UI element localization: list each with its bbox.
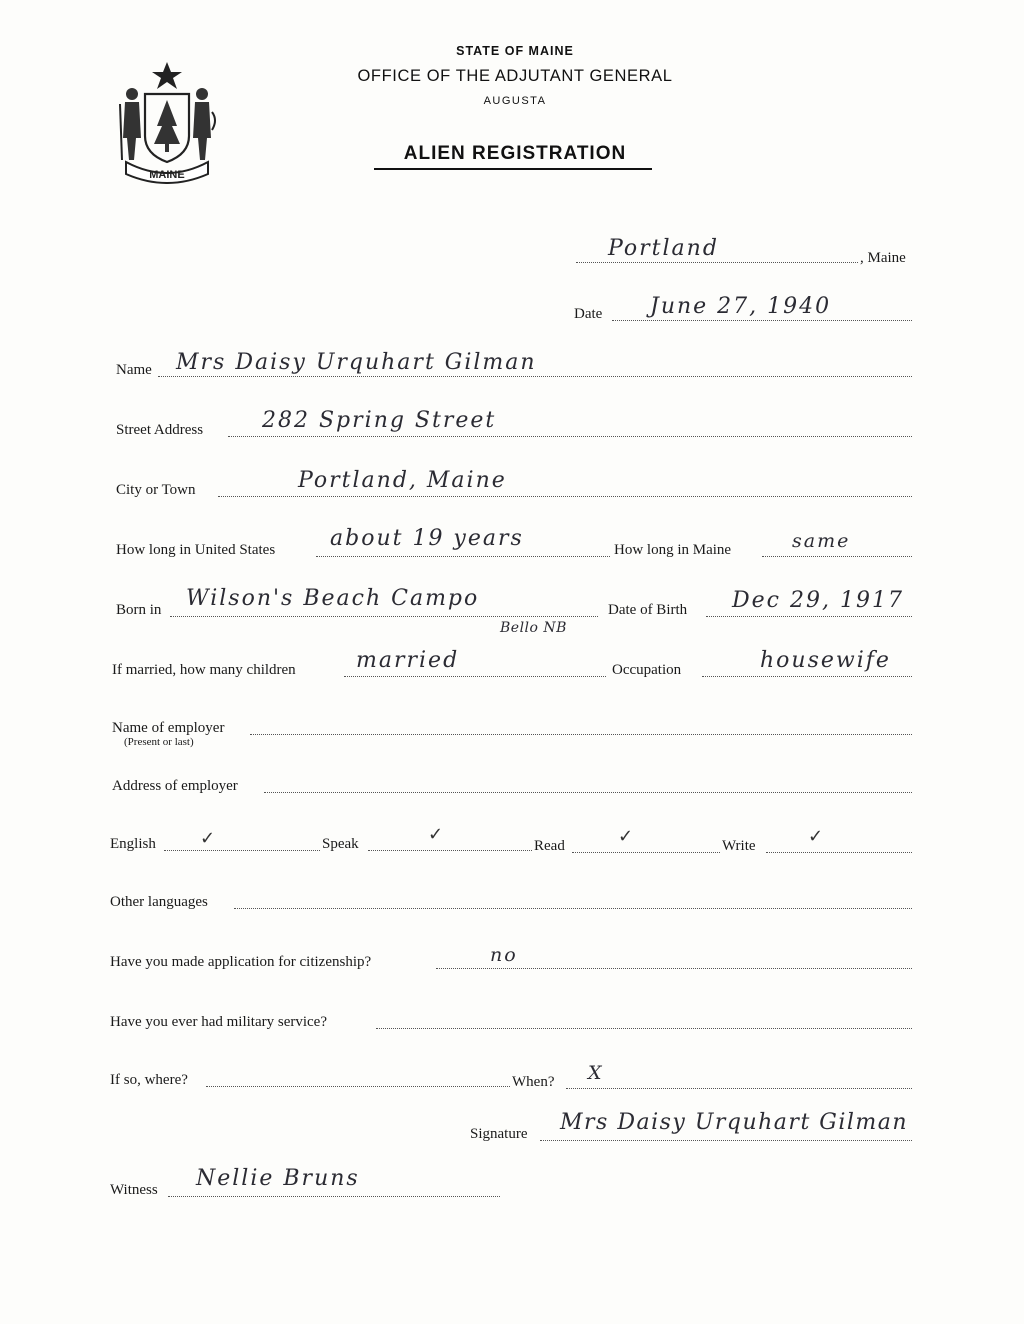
street-label: Street Address [116,422,204,438]
form-title: ALIEN REGISTRATION [403,143,627,164]
name-line [158,376,912,377]
witness-value: Nellie Bruns [196,1166,360,1191]
header-city: AUGUSTA [483,95,547,107]
dob-value: Dec 29, 1917 [732,588,904,613]
where-line [206,1086,510,1087]
citizenship-label: Have you made application for citizenship? [110,954,372,970]
maine-duration-label: How long in Maine [614,542,732,558]
witness-label: Witness [110,1182,158,1198]
city-line [218,496,912,497]
english-check-icon: ✓ [200,828,216,849]
when-value: X [588,1062,604,1084]
city-value: Portland, Maine [298,468,507,493]
read-check-icon: ✓ [618,826,634,847]
dob-line [706,616,912,617]
other-languages-line [234,908,912,909]
city-label: City or Town [116,482,196,498]
speak-label: Speak [322,836,359,852]
where-label: If so, where? [110,1072,188,1088]
speak-check-icon: ✓ [428,824,444,845]
english-line [164,850,320,851]
street-value: 282 Spring Street [262,408,497,433]
signature-value: Mrs Daisy Urquhart Gilman [560,1110,909,1135]
other-languages-label: Other languages [110,894,208,910]
children-line [344,676,606,677]
employer-name-label: Name of employer [112,720,225,736]
occupation-value: housewife [760,648,891,673]
us-duration-value: about 19 years [330,526,524,551]
military-line [376,1028,912,1029]
maine-duration-line [762,556,912,557]
date-label: Date [574,306,603,322]
write-check-icon: ✓ [808,826,824,847]
place-suffix: , Maine [860,250,906,266]
street-line [228,436,912,437]
born-in-label: Born in [116,602,162,618]
employer-address-label: Address of employer [112,778,238,794]
date-value: June 27, 1940 [650,294,832,319]
citizenship-line [436,968,912,969]
write-label: Write [722,838,756,854]
place-value: Portland [608,236,719,261]
dob-label: Date of Birth [608,602,688,618]
seal-banner-text: MAINE [149,169,185,181]
occupation-line [702,676,912,677]
children-label: If married, how many children [112,662,296,678]
name-value: Mrs Daisy Urquhart Gilman [176,350,537,375]
write-line [766,852,912,853]
name-label: Name [116,362,152,378]
employer-address-line [264,792,912,793]
citizenship-value: no [490,944,518,966]
born-in-value: Wilson's Beach Campo [186,586,480,611]
header-state: STATE OF MAINE [456,44,574,58]
when-label: When? [512,1074,555,1090]
us-duration-label: How long in United States [116,542,276,558]
read-line [572,852,720,853]
date-line [612,320,912,321]
maine-duration-value: same [792,530,851,552]
employer-name-sublabel: (Present or last) [124,736,194,748]
occupation-label: Occupation [612,662,682,678]
read-label: Read [534,838,565,854]
signature-line [540,1140,912,1141]
title-underline [374,168,652,170]
us-duration-line [316,556,610,557]
employer-name-line [250,734,912,735]
english-label: English [110,836,156,852]
witness-line [168,1196,500,1197]
place-line [576,262,858,263]
signature-label: Signature [470,1126,528,1142]
born-in-line [170,616,598,617]
born-in-value-2: Bello NB [500,620,567,636]
when-line [566,1088,912,1089]
state-seal-icon [112,56,222,184]
speak-line [368,850,532,851]
military-label: Have you ever had military service? [110,1014,327,1030]
header-office: OFFICE OF THE ADJUTANT GENERAL [357,67,673,85]
children-value: married [356,648,460,673]
